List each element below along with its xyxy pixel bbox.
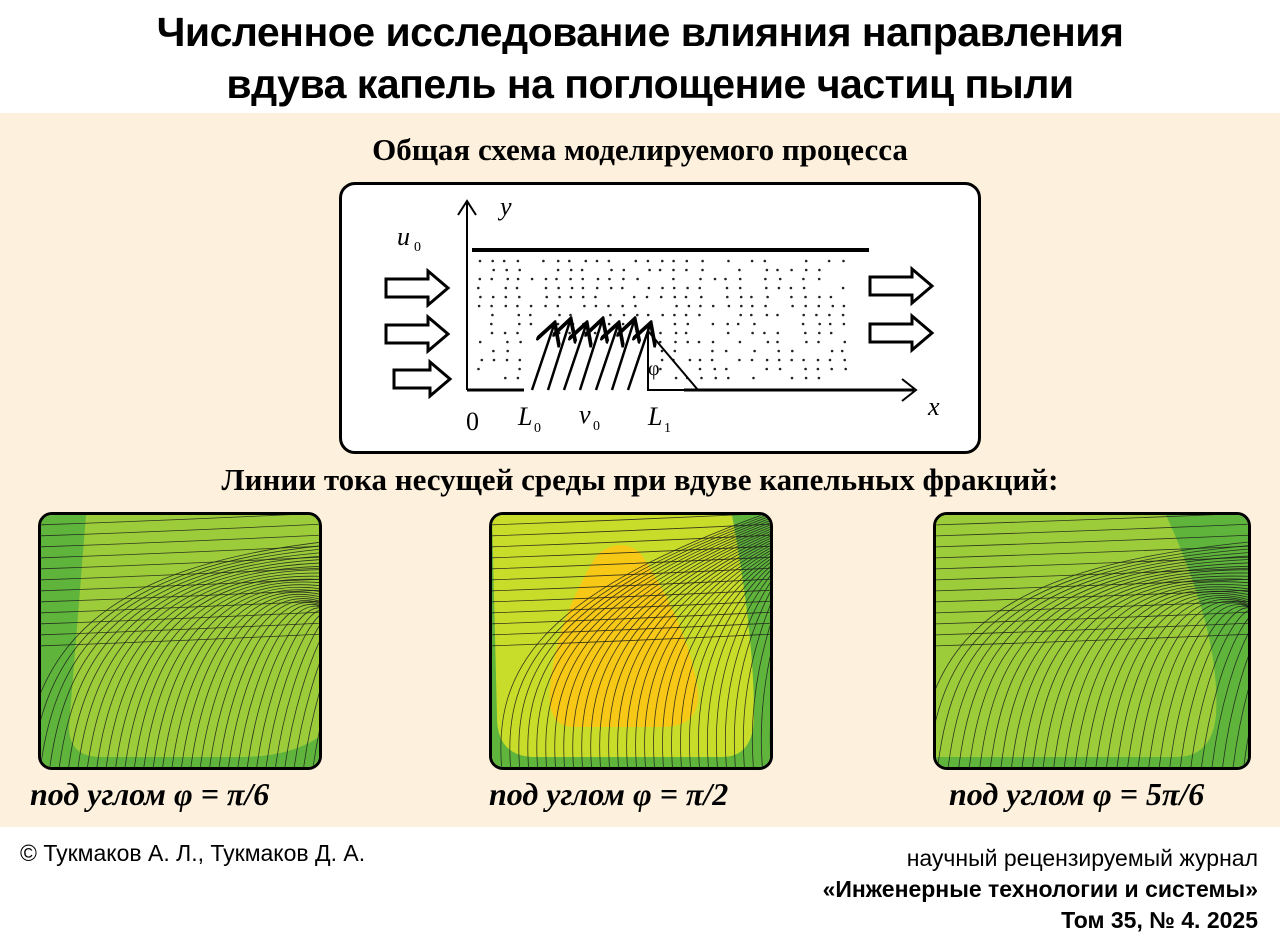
L1-label: L <box>648 402 663 431</box>
dust-particle <box>805 341 808 344</box>
dust-particle <box>778 287 781 290</box>
dust-particle <box>568 332 571 335</box>
dust-particle <box>685 314 688 317</box>
dust-particle <box>688 305 691 308</box>
streamlines-heading: Линии тока несущей среды при вдуве капельных фракций: <box>221 462 1059 497</box>
dust-particle <box>701 260 704 263</box>
dust-particle <box>517 278 520 281</box>
dust-particle <box>766 296 769 299</box>
dust-particle <box>585 260 588 263</box>
dust-particle <box>610 269 613 272</box>
dust-particle <box>740 305 743 308</box>
dust-particle <box>802 359 805 362</box>
outlet-arrow-icon <box>870 269 932 303</box>
dust-particle <box>583 305 586 308</box>
dust-particle <box>728 305 731 308</box>
caption-pi-2: под углом φ = π/2 <box>489 776 729 812</box>
dust-particle <box>504 332 507 335</box>
dust-particle <box>581 269 584 272</box>
dust-particle <box>817 368 820 371</box>
dust-particle <box>594 332 597 335</box>
dust-particle <box>699 368 702 371</box>
dust-particle <box>507 278 510 281</box>
y-axis-label: y <box>500 192 512 221</box>
dust-particle <box>569 314 572 317</box>
dust-particle <box>739 341 742 344</box>
dust-particle <box>672 278 675 281</box>
dust-particle <box>805 269 808 272</box>
dust-particle <box>518 323 521 326</box>
streamline-plot-pi-6 <box>38 512 322 770</box>
dust-particle <box>557 260 560 263</box>
dust-particle <box>804 368 807 371</box>
dust-particle <box>672 269 675 272</box>
dust-particle <box>596 260 599 263</box>
dust-particle <box>803 287 806 290</box>
dust-particle <box>753 350 756 353</box>
outlet-arrow-icon <box>870 316 932 350</box>
dust-particle <box>712 323 715 326</box>
dust-particle <box>844 368 847 371</box>
dust-particle <box>804 332 807 335</box>
origin-label: 0 <box>466 407 479 436</box>
dust-particle <box>776 314 779 317</box>
dust-particle <box>477 368 480 371</box>
dust-particle <box>726 296 729 299</box>
dust-particle <box>595 305 598 308</box>
schema-heading: Общая схема моделируемого процесса <box>372 132 908 167</box>
dust-particle <box>715 377 718 380</box>
dust-particle <box>764 305 767 308</box>
dust-particle <box>568 260 571 263</box>
dust-particle <box>529 314 532 317</box>
dust-particle <box>767 341 770 344</box>
dust-particle <box>779 368 782 371</box>
dust-particle <box>830 368 833 371</box>
dust-particle <box>737 323 740 326</box>
dust-particle <box>569 278 572 281</box>
dust-particle <box>830 296 833 299</box>
dust-particle <box>802 314 805 317</box>
dust-particle <box>519 341 522 344</box>
dust-particle <box>633 296 636 299</box>
dust-particle <box>804 296 807 299</box>
dust-particle <box>517 260 520 263</box>
dust-particle <box>558 332 561 335</box>
dust-particle <box>621 287 624 290</box>
dust-particle <box>790 359 793 362</box>
droplet-jet-arrow-icon <box>628 325 650 390</box>
dust-particle <box>738 269 741 272</box>
dust-particle <box>817 359 820 362</box>
dust-particle <box>818 305 821 308</box>
dust-particle <box>791 305 794 308</box>
dust-particle <box>739 287 742 290</box>
dust-particle <box>491 314 494 317</box>
outlet-arrows <box>870 269 932 350</box>
dust-particle <box>530 305 533 308</box>
dust-particle <box>531 278 534 281</box>
dust-particle <box>582 323 585 326</box>
v0-label: v <box>579 400 591 429</box>
x-axis-label: x <box>928 392 940 421</box>
dust-particle <box>572 323 575 326</box>
dust-particle <box>724 278 727 281</box>
dust-particle <box>479 260 482 263</box>
dust-particle <box>828 314 831 317</box>
dust-particle <box>648 269 651 272</box>
dust-particle <box>802 278 805 281</box>
dust-particle <box>582 296 585 299</box>
dust-particle <box>659 269 662 272</box>
streamline-plot-pi-2 <box>489 512 773 770</box>
dust-particle <box>492 269 495 272</box>
dust-particle <box>686 287 689 290</box>
dust-particle <box>818 296 821 299</box>
dust-particle <box>661 314 664 317</box>
dust-particle <box>545 278 548 281</box>
dust-particle <box>829 359 832 362</box>
dust-particle <box>751 332 754 335</box>
dust-particle <box>481 359 484 362</box>
dust-particle <box>517 377 520 380</box>
dust-particle <box>597 323 600 326</box>
dust-particle <box>608 323 611 326</box>
dust-particle <box>765 287 768 290</box>
L0-subscript: 0 <box>534 421 541 436</box>
dust-particle <box>659 332 662 335</box>
caption-5pi-6: под углом φ = 5π/6 <box>949 776 1205 812</box>
dust-particle <box>686 341 689 344</box>
dust-particle <box>740 296 743 299</box>
phi-angle-label: φ <box>648 358 660 380</box>
dust-particle <box>518 269 521 272</box>
dust-particle <box>622 323 625 326</box>
dust-particle <box>685 332 688 335</box>
dust-particle <box>621 305 624 308</box>
dust-particle <box>661 287 664 290</box>
dust-particle <box>518 296 521 299</box>
dust-particle <box>698 287 701 290</box>
journal-type: научный рецензируемый журнал <box>906 845 1258 871</box>
dust-particle <box>478 305 481 308</box>
dust-particle <box>558 314 561 317</box>
dust-particle <box>672 260 675 263</box>
dust-particle <box>726 287 729 290</box>
dust-particle <box>844 341 847 344</box>
dust-particle <box>843 359 846 362</box>
dust-particle <box>818 332 821 335</box>
dust-particle <box>818 269 821 272</box>
dust-particle <box>570 269 573 272</box>
dust-particle <box>712 341 715 344</box>
dust-particle <box>686 260 689 263</box>
dust-particle <box>818 278 821 281</box>
L0-label: L <box>518 402 533 431</box>
dust-particle <box>491 332 494 335</box>
dust-particle <box>790 287 793 290</box>
dust-particle <box>636 278 639 281</box>
dust-particle <box>751 359 754 362</box>
dust-particle <box>815 314 818 317</box>
dust-particle <box>597 278 600 281</box>
dust-particle <box>674 341 677 344</box>
journal-name: «Инженерные технологии и системы» <box>822 876 1258 902</box>
dust-particle <box>516 287 519 290</box>
dust-particle <box>479 341 482 344</box>
dust-particle <box>776 341 779 344</box>
dust-particle <box>493 359 496 362</box>
dust-particle <box>490 323 493 326</box>
dust-particle <box>685 269 688 272</box>
dust-particle <box>842 314 845 317</box>
dust-particle <box>764 260 767 263</box>
dust-particle <box>818 377 821 380</box>
dust-particle <box>648 287 651 290</box>
dust-particle <box>842 287 845 290</box>
dust-particle <box>804 305 807 308</box>
dust-particle <box>750 296 753 299</box>
dust-particle <box>608 278 611 281</box>
dust-particle <box>557 287 560 290</box>
dust-particle <box>516 305 519 308</box>
dust-particle <box>751 260 754 263</box>
dust-particle <box>506 359 509 362</box>
dust-particle <box>492 296 495 299</box>
u0-label: u <box>397 222 410 251</box>
dust-particle <box>608 260 611 263</box>
dust-particle <box>622 278 625 281</box>
dust-particle <box>712 305 715 308</box>
inlet-arrow-icon <box>386 271 448 305</box>
dust-particle <box>725 350 728 353</box>
dust-particle <box>766 269 769 272</box>
dust-particle <box>831 350 834 353</box>
dust-particle <box>725 368 728 371</box>
journal-info <box>823 843 1258 936</box>
inlet-arrow-icon <box>394 362 450 396</box>
dust-particle <box>544 305 547 308</box>
inlet-arrows <box>386 271 450 396</box>
dust-particle <box>753 323 756 326</box>
droplet-jets <box>532 321 650 390</box>
dust-particle <box>778 359 781 362</box>
dust-particle <box>828 260 831 263</box>
dust-particle <box>841 350 844 353</box>
dust-particle <box>675 377 678 380</box>
L1-subscript: 1 <box>664 421 671 436</box>
dust-particle <box>818 323 821 326</box>
dust-particle <box>805 377 808 380</box>
dust-particle <box>477 287 480 290</box>
dust-particle <box>596 287 599 290</box>
dust-particle <box>791 350 794 353</box>
dust-particle <box>505 305 508 308</box>
dust-particle <box>492 350 495 353</box>
dust-particle <box>506 350 509 353</box>
dust-particle <box>701 269 704 272</box>
dust-particle <box>558 296 561 299</box>
dust-particle <box>557 323 560 326</box>
dust-particle <box>570 296 573 299</box>
dust-particle <box>700 377 703 380</box>
dust-particle <box>674 296 677 299</box>
dust-particle <box>490 305 493 308</box>
dust-particle <box>673 287 676 290</box>
dust-particle <box>623 314 626 317</box>
dust-particle <box>674 323 677 326</box>
dust-particle <box>817 341 820 344</box>
dust-particle <box>763 332 766 335</box>
dust-particle <box>647 260 650 263</box>
dust-particle <box>545 296 548 299</box>
dust-particle <box>685 296 688 299</box>
dust-particle <box>647 314 650 317</box>
title-line-2: вдува капель на поглощение частиц пыли <box>226 61 1074 107</box>
dust-particle <box>765 368 768 371</box>
caption-pi-6: под углом φ = π/6 <box>30 776 270 812</box>
dust-particle <box>505 296 508 299</box>
dust-particle <box>751 305 754 308</box>
dust-particle <box>711 359 714 362</box>
dust-particle <box>726 323 729 326</box>
dust-particle <box>479 296 482 299</box>
dust-particle <box>607 305 610 308</box>
dust-particle <box>750 314 753 317</box>
dust-particle <box>727 377 730 380</box>
dust-particle <box>830 332 833 335</box>
dust-particle <box>699 305 702 308</box>
dust-particle <box>674 350 677 353</box>
dust-particle <box>491 260 494 263</box>
dust-particle <box>739 314 742 317</box>
dust-particle <box>557 269 560 272</box>
dust-particle <box>634 305 637 308</box>
dust-particle <box>832 305 835 308</box>
dust-particle <box>699 278 702 281</box>
streamline-plot-5pi-6 <box>933 512 1251 770</box>
dust-particle <box>516 332 519 335</box>
dust-particle <box>766 359 769 362</box>
authors-copyright: © Тукмаков А. Л., Тукмаков Д. А. <box>20 840 366 866</box>
dust-particle <box>790 269 793 272</box>
dust-particle <box>714 278 717 281</box>
dust-particle <box>805 260 808 263</box>
dust-particle <box>661 359 664 362</box>
dust-particle <box>623 269 626 272</box>
dust-particle <box>776 269 779 272</box>
dust-particle <box>843 305 846 308</box>
dust-particle <box>698 341 701 344</box>
dust-particle <box>675 332 678 335</box>
page-title <box>0 6 1280 110</box>
dust-particle <box>842 260 845 263</box>
dust-particle <box>506 341 509 344</box>
dust-particle <box>479 278 482 281</box>
dust-particle <box>727 260 730 263</box>
v0-subscript: 0 <box>593 419 600 434</box>
dust-particle <box>636 314 639 317</box>
dust-particle <box>714 368 717 371</box>
dust-particle <box>635 260 638 263</box>
dust-particle <box>661 260 664 263</box>
dust-particle <box>764 278 767 281</box>
dust-particle <box>829 323 832 326</box>
dust-particle <box>738 359 741 362</box>
dust-particle <box>542 260 545 263</box>
dust-particle <box>519 359 522 362</box>
dust-particle <box>727 332 730 335</box>
dust-particle <box>518 314 521 317</box>
dust-particle <box>802 323 805 326</box>
dust-particle <box>646 296 649 299</box>
dust-particle <box>610 287 613 290</box>
dust-particle <box>594 296 597 299</box>
dust-particle <box>843 323 846 326</box>
title-line-1: Численное исследование влияния направления <box>156 9 1124 55</box>
journal-issue: Том 35, № 4. 2025 <box>1061 907 1258 933</box>
dust-particle <box>571 287 574 290</box>
dust-particle <box>503 260 506 263</box>
u0-subscript: 0 <box>414 240 421 255</box>
dust-particle <box>555 278 558 281</box>
dust-particle <box>490 278 493 281</box>
dust-particle <box>790 296 793 299</box>
dust-particle <box>582 287 585 290</box>
dust-particle <box>581 278 584 281</box>
dust-particle <box>700 296 703 299</box>
dust-particle <box>711 350 714 353</box>
dust-particle <box>777 350 780 353</box>
dust-particle <box>505 287 508 290</box>
schema-diagram <box>342 185 978 451</box>
dust-particle <box>777 332 780 335</box>
dust-particle <box>660 296 663 299</box>
inlet-arrow-icon <box>386 317 448 351</box>
dust-particles <box>477 260 847 380</box>
dust-particle <box>545 287 548 290</box>
dust-particle <box>609 314 612 317</box>
dust-particle <box>698 314 701 317</box>
dust-particle <box>791 377 794 380</box>
dust-particle <box>557 305 560 308</box>
process-schema <box>339 182 981 454</box>
dust-particle <box>779 278 782 281</box>
dust-particle <box>675 305 678 308</box>
dust-particle <box>504 377 507 380</box>
dust-particle <box>766 314 769 317</box>
dust-particle <box>689 359 692 362</box>
dust-particle <box>699 359 702 362</box>
dust-particle <box>530 323 533 326</box>
dust-particle <box>739 278 742 281</box>
dust-particle <box>505 269 508 272</box>
dust-particle <box>687 323 690 326</box>
dust-particle <box>752 377 755 380</box>
dust-particle <box>673 314 676 317</box>
dust-particle <box>518 368 521 371</box>
